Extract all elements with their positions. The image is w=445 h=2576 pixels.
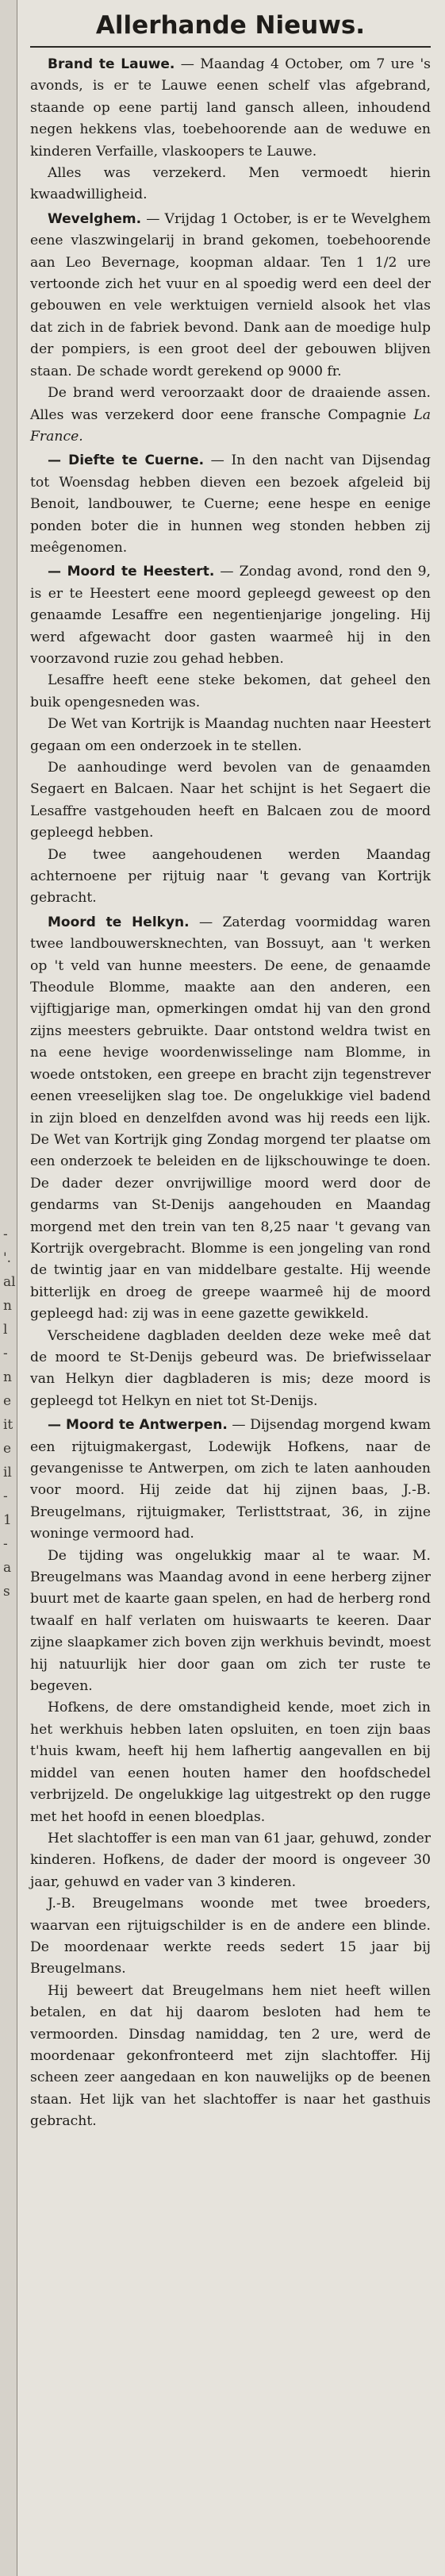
article-brand-lauwe [30, 54, 431, 206]
adjacent-column-fragment [0, 0, 17, 2576]
article-paragraph: Alles was verzekerd. Men vermoedt hierin kwaadwilligheid. [30, 165, 431, 203]
fragment-text: s [3, 1584, 10, 1600]
article-text: — Maandag 4 October, om 7 ure 's avonds, is er te Lauwe eenen schelf vlas afgebrand, staande op eene partij land gansch alleen, inhoudend negen hekkens vlas, toebehoorende aan de weduwe en kinderen Verfaille, vlaskoopers te Lauwe. [30, 56, 431, 160]
article-text: — Zondag avond, rond den 9, is er te Heestert eene moord gepleegd geweest op den genaamde Lesaffre een negentienjarige jongeling. Hij werd afgewacht door gasten waarmeê hij in den voorzavond ruzie zou gehad hebben. [30, 564, 431, 667]
fragment-text: n [3, 1298, 12, 1314]
section-title: Allerhande Nieuws. [30, 0, 431, 48]
article-text: — Dijsendag morgend kwam een rijtuigmakergast, Lodewijk Hofkens, naar de gevangenisse te Antwerpen, om zich te laten aanhouden voor moord. Hij zeide dat hij zijnen baas, J.-B. Breugelmans, rijtuigmaker, Terlisttstraat, 36, in zijne woninge vermoord had. [30, 1417, 431, 1542]
fragment-text: il [3, 1465, 12, 1481]
company-name: La France. [30, 406, 432, 445]
article-text: — In den nacht van Dijsendag tot Woensdag hebben dieven een bezoek afgeleid bij Benoit, landbouwer, te Cuerne; eene hespe en eenige ponden boter die in hunnen weg stonden hebben zij meêgenomen. [30, 452, 431, 556]
article-wevelghem [30, 209, 431, 448]
fragment-text: - [3, 1226, 8, 1242]
article-paragraph [30, 383, 431, 448]
article-paragraph: De twee aangehoudenen werden Maandag achternoene per rijtuig naar 't gevang van Kortrijk gebracht. [30, 846, 431, 907]
article-paragraph: De tijding was ongelukkig maar al te waar. M. Breugelmans was Maandag avond in eene herberg zijner buurt met de kaarte gaan spelen, en had de herberg rond twaalf en half verlaten om huiswaarts te keeren. Daar zijne slaapkamer zich boven zijn werkhuis bevindt, moest hij natuurlijk hier door gaan om zich ter ruste te begeven. [30, 1547, 431, 1695]
article-paragraph [30, 450, 431, 559]
article-paragraph [30, 912, 431, 1326]
article-moord-heestert [30, 561, 431, 910]
article-heading: — Moord te Antwerpen. [48, 1417, 228, 1434]
article-moord-antwerpen [30, 1415, 431, 2132]
article-paragraph: Hofkens, de dere omstandigheid kende, moet zich in het werkhuis hebben laten opsluiten, en toen zijn baas t'huis kwam, heeft hij hem lafhertig aangevallen en bij middel van eenen houten hamer den hoofdschedel verbrijzeld. De ongelukkige lag uitgestrekt op den rugge met het hoofd in eenen bloedplas. [30, 1700, 431, 1825]
fragment-text: e [3, 1393, 12, 1409]
article-paragraph [30, 1415, 431, 1545]
article-heading: Brand te Lauwe. [48, 56, 175, 72]
article-heading: — Moord te Heestert. [48, 564, 215, 580]
article-paragraph: De Wet van Kortrijk is Maandag nuchten naar Heestert gegaan om een onderzoek in te stellen. [30, 716, 431, 754]
fragment-text: e [3, 1441, 12, 1457]
fragment-text: - [3, 1488, 8, 1504]
fragment-text: - [3, 1536, 8, 1552]
article-paragraph [30, 209, 431, 383]
fragment-text: 1 [3, 1512, 12, 1528]
article-paragraph: Verscheidene dagbladen deelden deze weke meê dat de moord te St-Denijs gebeurd was. De briefwisselaar van Helkyn dier dagbladeren is mis; deze moord is gepleegd tot Helkyn en niet tot St-Denijs. [30, 1327, 431, 1409]
article-paragraph: De aanhoudinge werd bevolen van de genaamden Segaert en Balcaen. Naar het schijnt is het Segaert die Lesaffre vastgehouden heeft en Balcaen zou de moord gepleegd hebben. [30, 760, 431, 841]
article-text: De brand werd veroorzaakt door de draaiende assen. Alles was verzekerd door eene fransche Compagnie [30, 385, 431, 423]
article-diefte-cuerne [30, 450, 431, 559]
fragment-text: al [3, 1274, 16, 1290]
fragment-text: it [3, 1417, 13, 1433]
article-paragraph [30, 561, 431, 670]
news-column [30, 0, 431, 2133]
article-paragraph [30, 54, 431, 163]
article-heading: Moord te Helkyn. [48, 914, 190, 930]
article-text: — Zaterdag voormiddag waren twee landbouwersknechten, van Bossuyt, aan 't werken op 't veld van hunne meesters. De eene, de genaamde Theodule Blomme, maakte aan den anderen, een vijftigjarige man, opmerkingen omdat hij van den grond zijns meesters gebruikte. Daar ontstond weldra twist en na eene hevige woordenwisselinge nam Blomme, in woede ontstoken, een greepe en bracht zijn tegenstrever eenen vreeselijken slag toe. De ongelukkige viel badend in zijn bloed en denzelfden avond was hij reeds een lijk. De Wet van Kortrijk ging Zondag morgend ter plaatse om een onderzoek te beleiden en de lijkschouwinge te doen. De dader dezer onvrijwillige moord werd door de gendarms van St-Denijs aangehouden en Maandag morgend met den trein van ten 8,25 naar 't gevang van Kortrijk overgebracht. Blomme is een jongeling van rond de twintig jaar en van middelbare gestalte. Hij weende bitterlijk en droeg de greepe waarmeê hij de moord gepleegd had: zij was in eene gazette gewikkeld. [30, 914, 431, 1323]
fragment-text: n [3, 1369, 12, 1385]
article-paragraph: Lesaffre heeft eene steke bekomen, dat geheel den buik opengesneden was. [30, 672, 431, 710]
article-moord-helkyn [30, 912, 431, 1412]
fragment-text: '. [3, 1250, 12, 1266]
article-heading: — Diefte te Cuerne. [48, 452, 205, 469]
fragment-text: l [3, 1322, 8, 1338]
article-heading: Wevelghem. [48, 210, 142, 227]
article-paragraph: Het slachtoffer is een man van 61 jaar, gehuwd, zonder kinderen. Hofkens, de dader der moord is ongeveer 30 jaar, gehuwd en vader van 3 kinderen. [30, 1830, 431, 1890]
article-paragraph: Hij beweert dat Breugelmans hem niet heeft willen betalen, en dat hij daarom besloten had hem te vermoorden. Dinsdag namiddag, ten 2 ure, werd de moordenaar gekonfronteerd met zijn slachtoffer. Hij scheen zeer aangedaan en kon nauwelijks op de beenen staan. Het lijk van het slachtoffer is naar het gasthuis gebracht. [30, 1982, 431, 2130]
article-paragraph: J.-B. Breugelmans woonde met twee broeders, waarvan een rijtuigschilder is en de andere een blinde. De moordenaar werkte reeds sedert 15 jaar bij Breugelmans. [30, 1896, 431, 1977]
fragment-text: - [3, 1346, 8, 1361]
fragment-text: a [3, 1560, 12, 1576]
article-text: — Vrijdag 1 October, is er te Wevelghem eene vlaszwingelarij in brand gekomen, toebehoorende aan Leo Bevernage, koopman aldaar. Ten 1 1/2 ure vertoonde zich het vuur en al spoedig werd een deel der gebouwen en vele werktuigen vernield alsook het vlas dat zich in de fabriek bevond. Dank aan de moedige hulp der pompiers, is een groot deel der gebouwen blijven staan. De schade wordt gerekend op 9000 fr. [30, 210, 431, 379]
